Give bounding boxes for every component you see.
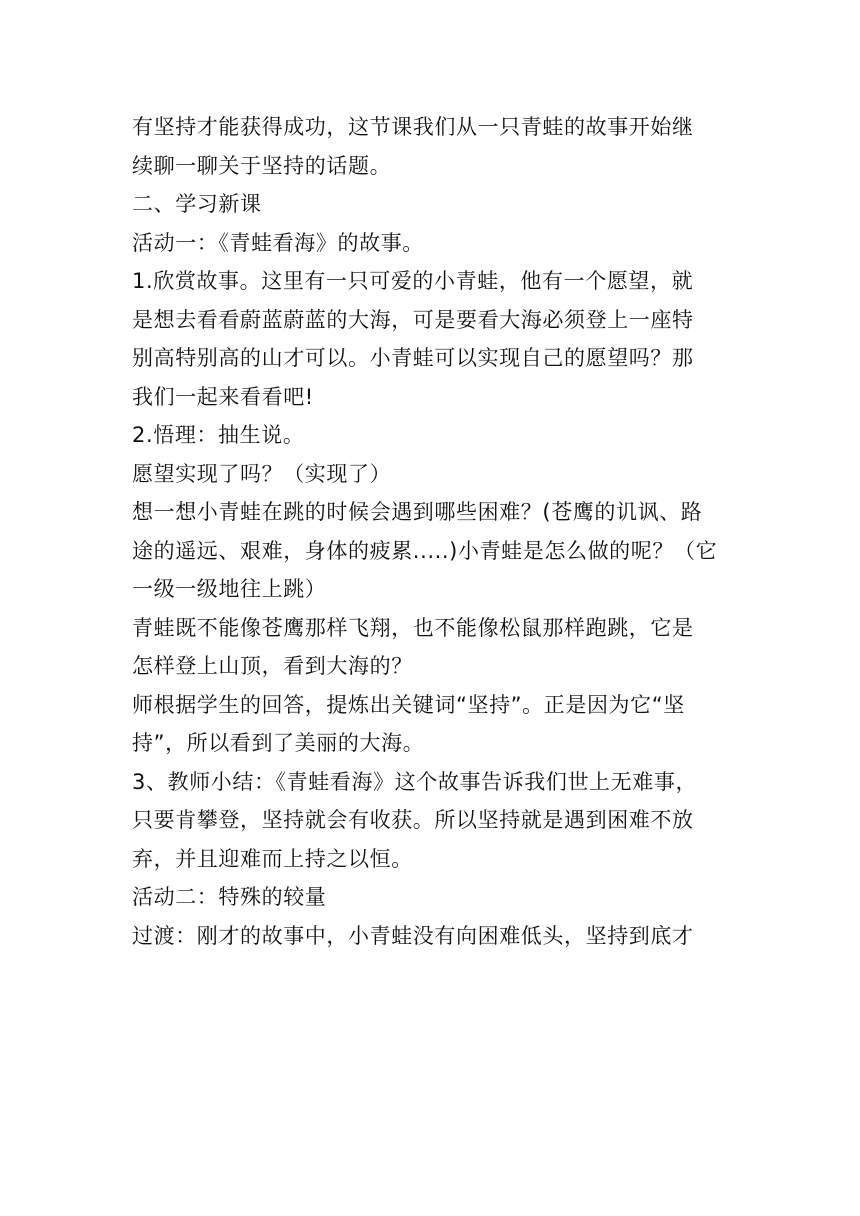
text-line: 续聊一聊关于坚持的话题。: [132, 153, 392, 178]
activity-heading: 活动一：《青蛙看海》的故事。: [132, 230, 424, 255]
text-line: 过渡：刚才的故事中，小青蛙没有向困难低头，坚持到底才: [132, 923, 694, 948]
text-line: 一级一级地往上跳）: [132, 577, 327, 601]
activity-heading: 活动二：特殊的较量: [132, 885, 327, 909]
text-line: 别高特别高的山才可以。小青蛙可以实现自己的愿望吗？那: [132, 346, 694, 370]
text-line: 怎样登上山顶，看到大海的？: [132, 654, 413, 678]
text-line: 是想去看看蔚蓝蔚蓝的大海，可是要看大海必须登上一座特: [132, 307, 694, 332]
text-line: 途的遥远、艰难，身体的疲累.....)小青蛙是怎么做的呢？（它: [132, 538, 718, 563]
document-body: [132, 108, 732, 955]
text-line: 师根据学生的回答，提炼出关键词“坚持”。正是因为它“坚: [132, 692, 685, 717]
text-line: 青蛙既不能像苍鹰那样飞翔，也不能像松鼠那样跑跳，它是: [132, 615, 694, 640]
text-line: 1.欣赏故事。这里有一只可爱的小青蛙，他有一个愿望，就: [132, 269, 694, 293]
text-line: 愿望实现了吗？（实现了）: [132, 461, 392, 486]
text-line: 想一想小青蛙在跳的时候会遇到哪些困难？(苍鹰的讥讽、路: [132, 500, 703, 524]
text-line: 弃，并且迎难而上持之以恒。: [132, 846, 413, 871]
text-line: 只要肯攀登，坚持就会有收获。所以坚持就是遇到困难不放: [132, 808, 694, 832]
text-line: 有坚持才能获得成功，这节课我们从一只青蛙的故事开始继: [132, 115, 694, 139]
text-line: 我们一起来看看吧!: [132, 384, 314, 409]
section-heading: 二、学习新课: [132, 192, 262, 216]
text-line: 持”，所以看到了美丽的大海。: [132, 731, 425, 755]
text-line: 2.悟理：抽生说。: [132, 423, 305, 447]
text-line: 3、教师小结：《青蛙看海》这个故事告诉我们世上无难事，: [132, 769, 698, 794]
